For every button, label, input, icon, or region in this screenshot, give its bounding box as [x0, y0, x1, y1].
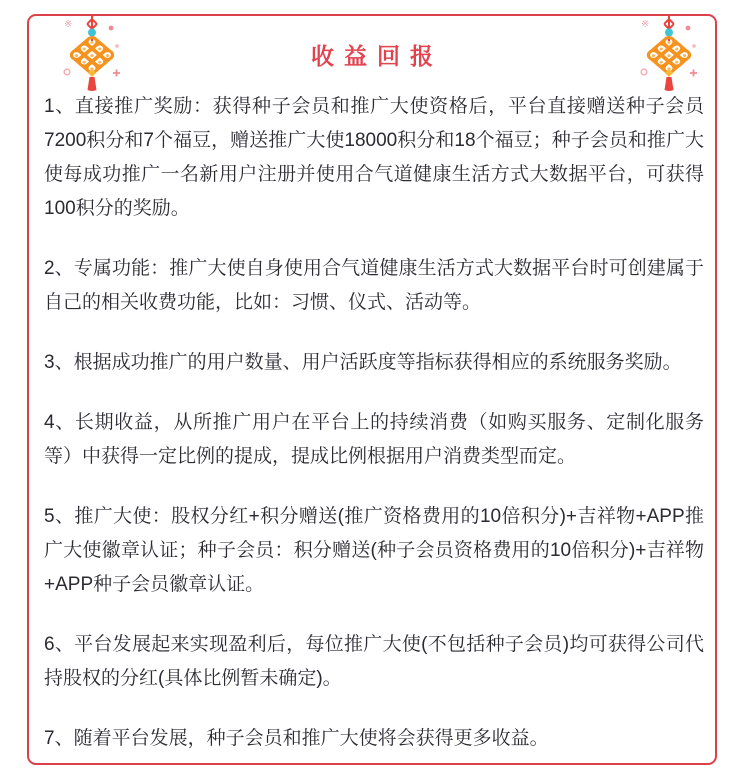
content-card: [27, 14, 717, 765]
paragraph-list: [29, 71, 715, 756]
svg-text:※: ※: [64, 19, 73, 30]
paragraph-4: 4、长期收益，从所推广用户在平台上的持续消费（如购买服务、定制化服务等）中获得一定比例的提成，提成比例根据用户消费类型而定。: [44, 412, 704, 467]
paragraph-3: 3、根据成功推广的用户数量、用户活跃度等指标获得相应的系统服务奖励。: [44, 352, 682, 373]
paragraph-5: 5、推广大使：股权分红+积分赠送(推广资格费用的10倍积分)+吉祥物+APP推广大使徽章认证；种子会员：积分赠送(种子会员资格费用的10倍积分)+吉祥物+APP种子会员徽章认证。: [44, 506, 704, 595]
svg-text:※: ※: [641, 19, 650, 30]
page-title: 收益回报: [311, 43, 443, 69]
paragraph-7: 7、随着平台发展，种子会员和推广大使将会获得更多收益。: [44, 728, 549, 749]
paragraph-6: 6、平台发展起来实现盈利后，每位推广大使(不包括种子会员)均可获得公司代持股权的分红(具体比例暂未确定)。: [44, 634, 704, 689]
paragraph-1: 1、直接推广奖励：获得种子会员和推广大使资格后，平台直接赠送种子会员7200积分和7个福豆，赠送推广大使18000积分和18个福豆；种子会员和推广大使每成功推广一名新用户注册并使用合气道健康生活方式大数据平台，可获得100积分的奖励。: [44, 96, 704, 219]
paragraph-2: 2、专属功能：推广大使自身使用合气道健康生活方式大数据平台时可创建属于自己的相关收费功能，比如：习惯、仪式、活动等。: [44, 258, 704, 313]
